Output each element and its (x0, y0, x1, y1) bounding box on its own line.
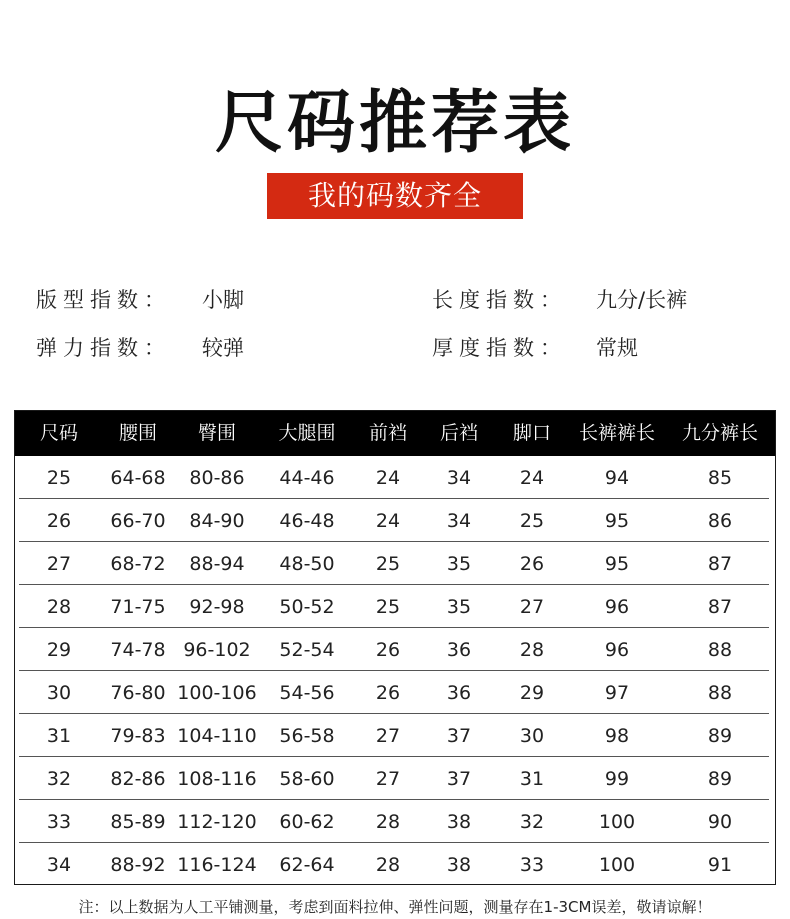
table-cell: 26 (375, 682, 401, 704)
table-cell: 88 (707, 682, 733, 704)
spec-fit-label: 版型指数： (36, 288, 171, 312)
table-cell: 116-124 (177, 854, 257, 876)
table-cell: 90 (707, 811, 733, 833)
table-cell: 112-120 (177, 811, 257, 833)
header-cell: 大腿围 (278, 422, 336, 444)
table-cell: 38 (446, 854, 472, 876)
table-cell: 36 (446, 682, 472, 704)
table-cell: 24 (375, 510, 401, 532)
table-cell: 68-72 (110, 553, 166, 575)
table-row (15, 628, 775, 671)
spec-stretch-value: 较弹 (202, 336, 244, 360)
table-cell: 104-110 (177, 725, 257, 747)
table-cell: 33 (519, 854, 545, 876)
table-cell: 26 (375, 639, 401, 661)
table-cell: 82-86 (110, 768, 166, 790)
table-cell: 48-50 (279, 553, 335, 575)
spec-length-value: 九分/长裤 (596, 288, 688, 312)
table-row (15, 585, 775, 628)
table-cell: 64-68 (110, 467, 166, 489)
table-cell: 35 (446, 553, 472, 575)
table-cell: 27 (375, 768, 401, 790)
table-cell: 85 (707, 467, 733, 489)
table-cell: 32 (46, 768, 72, 790)
table-cell: 87 (707, 553, 733, 575)
table-cell: 96-102 (183, 639, 251, 661)
table-cell: 62-64 (279, 854, 335, 876)
table-cell: 71-75 (110, 596, 166, 618)
table-cell: 91 (707, 854, 733, 876)
table-cell: 76-80 (110, 682, 166, 704)
table-cell: 88 (707, 639, 733, 661)
table-cell: 32 (519, 811, 545, 833)
table-row (15, 843, 775, 886)
table-cell: 28 (519, 639, 545, 661)
table-cell: 25 (46, 467, 72, 489)
table-cell: 88-94 (189, 553, 245, 575)
table-cell: 34 (446, 510, 472, 532)
table-cell: 26 (46, 510, 72, 532)
table-cell: 96 (604, 596, 630, 618)
table-cell: 86 (707, 510, 733, 532)
table-cell: 29 (519, 682, 545, 704)
table-cell: 34 (46, 854, 72, 876)
header-cell: 长裤裤长 (578, 422, 655, 444)
page-title: 尺码推荐表 (214, 84, 575, 163)
table-cell: 98 (604, 725, 630, 747)
table-cell: 52-54 (279, 639, 335, 661)
table-cell: 35 (446, 596, 472, 618)
footnote: 注：以上数据为人工平铺测量，考虑到面料拉伸、弹性问题，测量存在1-3CM误差，敬请谅解！ (78, 898, 712, 916)
table-cell: 38 (446, 811, 472, 833)
table-cell: 44-46 (279, 467, 335, 489)
header-cell: 腰围 (118, 422, 157, 444)
table-cell: 33 (46, 811, 72, 833)
spec-thickness (432, 334, 638, 362)
table-cell: 58-60 (279, 768, 335, 790)
spec-fit-value: 小脚 (202, 288, 244, 312)
table-cell: 80-86 (189, 467, 245, 489)
spec-thickness-value: 常规 (596, 336, 638, 360)
header-cell: 前裆 (368, 422, 407, 444)
table-cell: 79-83 (110, 725, 166, 747)
header-cell: 后裆 (439, 422, 478, 444)
table-cell: 60-62 (279, 811, 335, 833)
spec-fit (36, 286, 244, 314)
spec-length-label: 长度指数： (432, 288, 567, 312)
table-cell: 99 (604, 768, 630, 790)
table-cell: 25 (375, 553, 401, 575)
table-row (15, 671, 775, 714)
size-table (14, 410, 776, 885)
table-cell: 100 (598, 854, 636, 876)
table-cell: 25 (519, 510, 545, 532)
header-cell: 脚口 (512, 422, 551, 444)
table-cell: 24 (375, 467, 401, 489)
table-cell: 46-48 (279, 510, 335, 532)
header-cell: 臀围 (197, 422, 236, 444)
table-cell: 108-116 (177, 768, 257, 790)
table-cell: 26 (519, 553, 545, 575)
table-cell: 97 (604, 682, 630, 704)
table-cell: 96 (604, 639, 630, 661)
table-cell: 89 (707, 725, 733, 747)
table-cell: 34 (446, 467, 472, 489)
table-row (15, 542, 775, 585)
table-cell: 100 (598, 811, 636, 833)
spec-thickness-label: 厚度指数： (432, 336, 567, 360)
table-header (15, 411, 775, 456)
table-cell: 100-106 (177, 682, 257, 704)
subtitle-banner: 我的码数齐全 (267, 173, 523, 219)
table-cell: 37 (446, 768, 472, 790)
table-cell: 24 (519, 467, 545, 489)
table-cell: 85-89 (110, 811, 166, 833)
table-cell: 95 (604, 510, 630, 532)
table-cell: 30 (519, 725, 545, 747)
table-cell: 28 (46, 596, 72, 618)
header-cell: 九分裤长 (681, 422, 758, 444)
table-cell: 88-92 (110, 854, 166, 876)
table-row (15, 800, 775, 843)
spec-length (432, 286, 688, 314)
table-cell: 30 (46, 682, 72, 704)
table-cell: 95 (604, 553, 630, 575)
table-cell: 28 (375, 811, 401, 833)
table-cell: 74-78 (110, 639, 166, 661)
table-cell: 27 (375, 725, 401, 747)
table-cell: 27 (46, 553, 72, 575)
table-cell: 27 (519, 596, 545, 618)
table-cell: 94 (604, 467, 630, 489)
table-cell: 29 (46, 639, 72, 661)
table-cell: 54-56 (279, 682, 335, 704)
table-row (15, 757, 775, 800)
table-cell: 92-98 (189, 596, 245, 618)
table-cell: 89 (707, 768, 733, 790)
table-cell: 50-52 (279, 596, 335, 618)
table-cell: 28 (375, 854, 401, 876)
header-cell: 尺码 (39, 422, 78, 444)
spec-stretch (36, 334, 244, 362)
table-cell: 66-70 (110, 510, 166, 532)
table-row (15, 714, 775, 757)
table-cell: 84-90 (189, 510, 245, 532)
table-row (15, 499, 775, 542)
table-cell: 31 (519, 768, 545, 790)
table-row (15, 456, 775, 499)
table-cell: 25 (375, 596, 401, 618)
table-cell: 37 (446, 725, 472, 747)
table-cell: 31 (46, 725, 72, 747)
table-cell: 36 (446, 639, 472, 661)
spec-stretch-label: 弹力指数： (36, 336, 171, 360)
table-cell: 87 (707, 596, 733, 618)
table-cell: 56-58 (279, 725, 335, 747)
